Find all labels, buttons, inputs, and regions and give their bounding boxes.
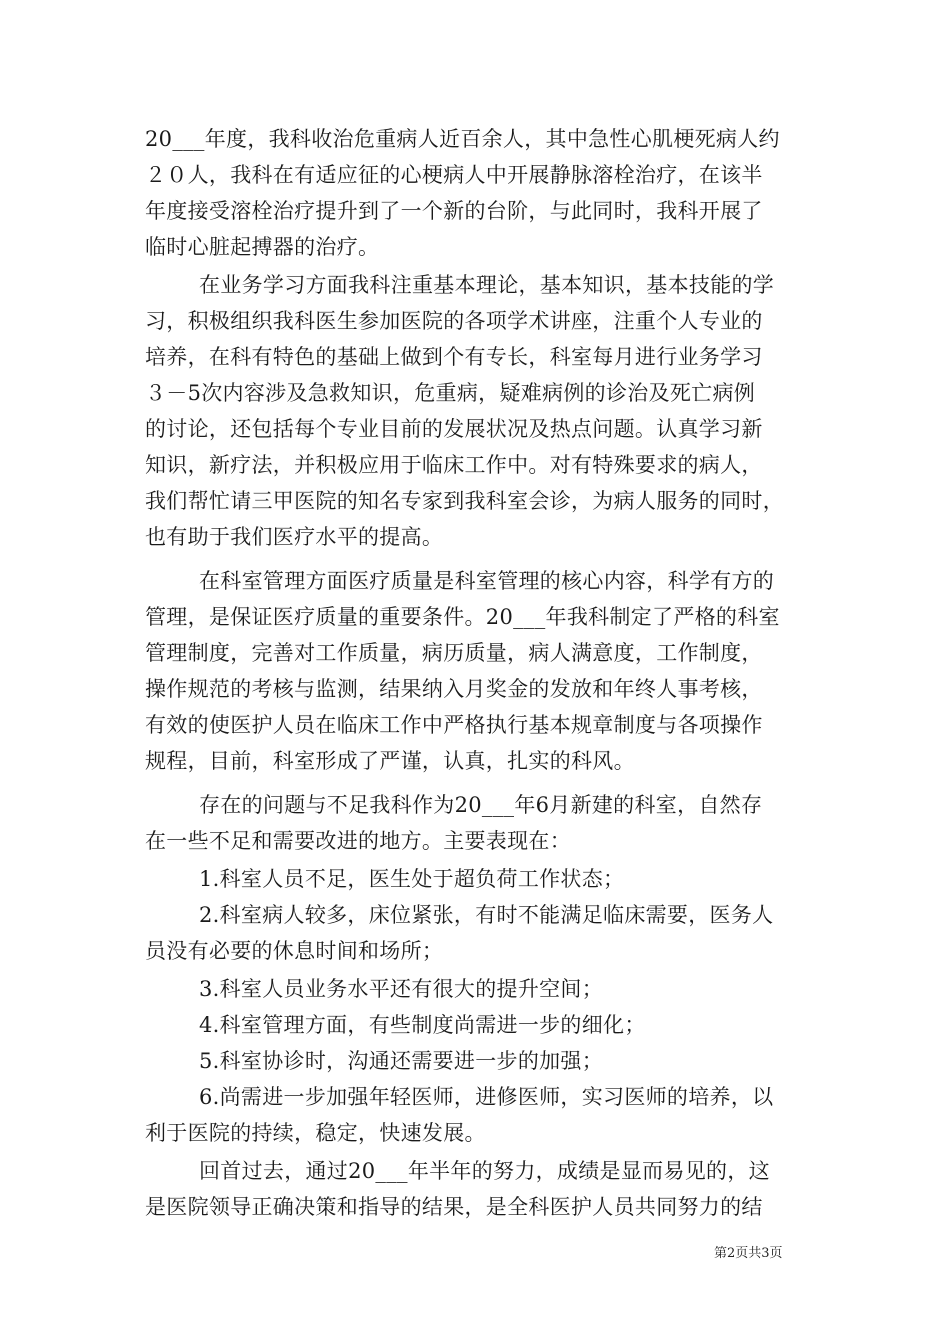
list-item: 1.科室人员不足，医生处于超负荷工作状态； <box>199 867 625 891</box>
text-line: 利于医院的持续，稳定，快速发展。 <box>145 1121 486 1145</box>
text-line: 有效的使医护人员在临床工作中严格执行基本规章制度与各项操作 <box>145 713 763 737</box>
text-line: ２０人，我科在有适应征的心梗病人中开展静脉溶栓治疗，在该半 <box>145 163 763 187</box>
text-line: 在科室管理方面医疗质量是科室管理的核心内容，科学有方的 <box>199 569 775 593</box>
list-item: 4.科室管理方面，有些制度尚需进一步的细化； <box>199 1013 646 1037</box>
text-line: 我们帮忙请三甲医院的知名专家到我科室会诊，为病人服务的同时， <box>145 489 784 513</box>
text-line: 是医院领导正确决策和指导的结果，是全科医护人员共同努力的结 <box>145 1195 763 1219</box>
text-line: 规程，目前，科室形成了严谨，认真，扎实的科风。 <box>145 749 635 773</box>
text-line: 的讨论，还包括每个专业目前的发展状况及热点问题。认真学习新 <box>145 417 763 441</box>
text-line: 临时心脏起搏器的治疗。 <box>145 235 380 259</box>
text-line: 管理，是保证医疗质量的重要条件。20___年我科制定了严格的科室 <box>145 605 780 629</box>
text-line: ３－5次内容涉及急救知识，危重病，疑难病例的诊治及死亡病例 <box>145 381 756 405</box>
list-item: 6.尚需进一步加强年轻医师，进修医师，实习医师的培养，以 <box>199 1085 774 1109</box>
list-item: 2.科室病人较多，床位紧张，有时不能满足临床需要，医务人 <box>199 903 774 927</box>
text-line: 员没有必要的休息时间和场所； <box>145 939 444 963</box>
text-line: 在一些不足和需要改进的地方。主要表现在： <box>145 829 571 853</box>
text-line: 知识，新疗法，并积极应用于临床工作中。对有特殊要求的病人， <box>145 453 763 477</box>
text-line: 管理制度，完善对工作质量，病历质量，病人满意度，工作制度， <box>145 641 763 665</box>
text-line: 存在的问题与不足我科作为20___年6月新建的科室，自然存 <box>199 793 763 817</box>
text-line: 操作规范的考核与监测，结果纳入月奖金的发放和年终人事考核， <box>145 677 763 701</box>
text-line: 在业务学习方面我科注重基本理论，基本知识，基本技能的学 <box>199 273 775 297</box>
text-line: 回首过去，通过20___年半年的努力，成绩是显而易见的，这 <box>199 1159 770 1183</box>
text-line: 习，积极组织我科医生参加医院的各项学术讲座，注重个人专业的 <box>145 309 763 333</box>
page-number: 第2页共3页 <box>714 1246 783 1261</box>
text-line: 年度接受溶栓治疗提升到了一个新的台阶，与此同时，我科开展了 <box>145 199 763 223</box>
list-item: 3.科室人员业务水平还有很大的提升空间； <box>199 977 604 1001</box>
text-line: 培养，在科有特色的基础上做到个有专长，科室每月进行业务学习 <box>145 345 763 369</box>
text-line: 也有助于我们医疗水平的提高。 <box>145 525 444 549</box>
text-line: 20___年度，我科收治危重病人近百余人，其中急性心肌梗死病人约 <box>145 127 780 151</box>
list-item: 5.科室协诊时，沟通还需要进一步的加强； <box>199 1049 604 1073</box>
